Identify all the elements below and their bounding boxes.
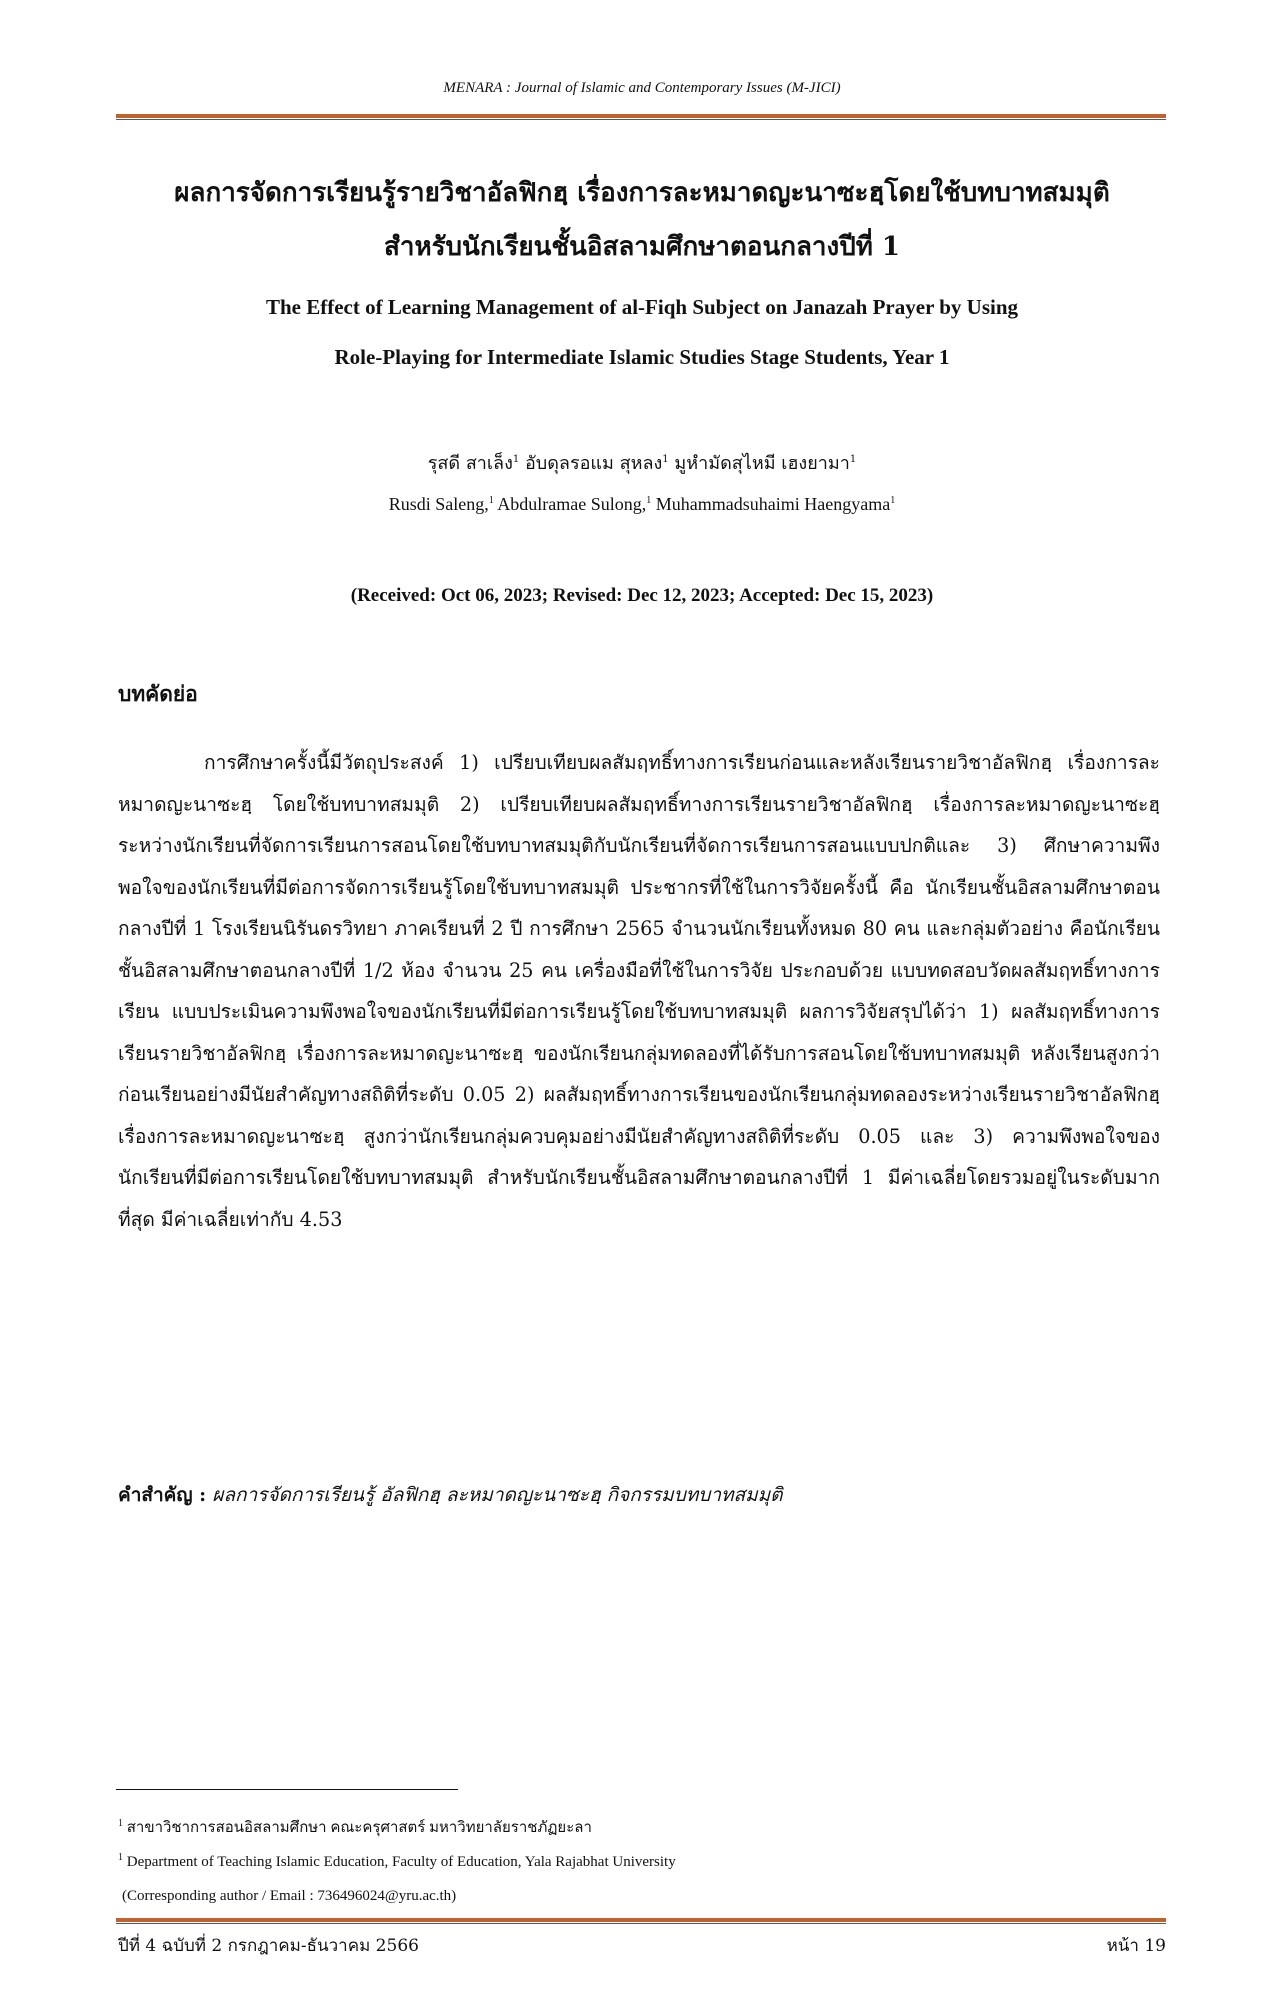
footnote-english-text: Department of Teaching Islamic Education, Faculty of Education, Yala Rajabhat University xyxy=(126,1854,676,1870)
authors-english xyxy=(0,494,1284,515)
footnote-contact: (Corresponding author / Email : 736496024@yru.ac.th) xyxy=(122,1888,457,1904)
author-thai-3: มูหำมัดสุไหมี เฮงยามา xyxy=(674,453,850,474)
affiliation-mark: 1 xyxy=(512,454,520,465)
affiliation-mark: 1 xyxy=(662,454,669,465)
footnote-thai xyxy=(118,1815,592,1839)
abstract-text: การศึกษาครั้งนี้มีวัตถุประสงค์ 1) เปรียบเทียบผลสัมฤทธิ์ทางการเรียนก่อนและหลังเรียนรายวิชาอัลฟิกฮฺ เรื่องการละหมาดญะนาซะฮฺ โดยใช้บทบาทสมมุติ 2) เปรียบเทียบผลสัมฤทธิ์ทางการเรียนรายวิชาอัลฟิกฮฺ เรื่องการละหมาดญะนาซะฮฺ ระหว่างนักเรียนที่จัดการเรียนการสอนโดยใช้บทบาทสมมุติกับนักเรียนที่จัดการเรียนการสอนแบบปกติและ 3) ศึกษาความพึงพอใจของนักเรียนที่มีต่อการจัดการเรียนรู้โดยใช้บทบาทสมมุติ ประชากรที่ใช้ในการวิจัยครั้งนี้ คือ นักเรียนชั้นอิสลามศึกษาตอนกลางปีที่ 1 โรงเรียนนิรันดรวิทยา ภาคเรียนที่ 2 ปี การศึกษา 2565 จำนวนนักเรียนทั้งหมด 80 คน และกลุ่มตัวอย่าง คือนักเรียนชั้นอิสลามศึกษาตอนกลางปีที่ 1/2 ห้อง จำนวน 25 คน เครื่องมือที่ใช้ในการวิจัย ประกอบด้วย แบบทดสอบวัดผลสัมฤทธิ์ทางการเรียน แบบประเมินความพึงพอใจของนักเรียนที่มีต่อการเรียนรู้โดยใช้บทบาทสมมุติ ผลการวิจัยสรุปได้ว่า 1) ผลสัมฤทธิ์ทางการเรียนรายวิชาอัลฟิกฮฺ เรื่องการละหมาดญะนาซะฮฺ ของนักเรียนกลุ่มทดลองที่ได้รับการสอนโดยใช้บทบาทสมมุติ หลังเรียนสูงกว่าก่อนเรียนอย่างมีนัยสำคัญทางสถิติที่ระดับ 0.05 2) ผลสัมฤทธิ์ทางการเรียนของนักเรียนกลุ่มทดลองระหว่างเรียนรายวิชาอัลฟิกฮฺ เรื่องการละหมาดญะนาซะฮฺ สูงกว่านักเรียนกลุ่มควบคุมอย่างมีนัยสำคัญทางสถิติที่ระดับ 0.05 และ 3) ความพึงพอใจของนักเรียนที่มีต่อการเรียนโดยใช้บทบาทสมมุติ สำหรับนักเรียนชั้นอิสลามศึกษาตอนกลางปีที่ 1 มีค่าเฉลี่ยโดยรวมอยู่ในระดับมากที่สุด มีค่าเฉลี่ยเท่ากับ 4.53 xyxy=(118,751,1160,1231)
keywords xyxy=(118,1480,1168,1510)
affiliation-mark: 1 xyxy=(890,495,896,506)
footnote-english xyxy=(118,1852,676,1871)
title-thai-line-1: ผลการจัดการเรียนรู้รายวิชาอัลฟิกฮฺ เรื่องการละหมาดญะนาซะฮฺโดยใช้บทบาทสมมุติ xyxy=(174,178,1110,208)
header-rule xyxy=(116,114,1166,118)
affiliation-mark: 1 xyxy=(646,495,652,506)
title-thai xyxy=(120,166,1164,274)
author-english-2: Abdulramae Sulong, xyxy=(497,494,647,514)
author-thai-1: รุสดี สาเล็ง xyxy=(427,453,513,474)
journal-header: MENARA : Journal of Islamic and Contemporary Issues (M-JICI) xyxy=(443,80,841,96)
abstract-body xyxy=(118,742,1160,1240)
affiliation-mark: 1 xyxy=(849,454,857,465)
footnote-mark: 1 xyxy=(118,1852,123,1863)
footer-rule xyxy=(116,1918,1166,1922)
keywords-values: ผลการจัดการเรียนรู้ อัลฟิกฮฺ ละหมาดญะนาซะฮฺ กิจกรรมบทบาทสมมุติ xyxy=(212,1484,783,1506)
footnote-thai-text: สาขาวิชาการสอนอิสลามศึกษา คณะครุศาสตร์ มหาวิทยาลัยราชภัฏยะลา xyxy=(126,1820,592,1836)
author-english-3: Muhammadsuhaimi Haengyama xyxy=(655,494,891,514)
footnote-separator xyxy=(116,1789,458,1790)
authors-thai xyxy=(0,448,1284,477)
abstract-heading: บทคัดย่อ xyxy=(118,681,198,706)
affiliation-mark: 1 xyxy=(488,495,494,506)
header-rule-thin xyxy=(116,119,1166,120)
author-english-1: Rusdi Saleng, xyxy=(388,494,489,514)
title-thai-line-2: สำหรับนักเรียนชั้นอิสลามศึกษาตอนกลางปีที่ 1 xyxy=(383,232,901,262)
footer-issue: ปีที่ 4 ฉบับที่ 2 กรกฎาคม-ธันวาคม 2566 xyxy=(118,1936,419,1956)
title-english xyxy=(120,282,1164,382)
footnote-mark: 1 xyxy=(118,1818,123,1829)
footer-page-number: หน้า 19 xyxy=(1106,1936,1166,1956)
author-thai-2: อับดุลรอแม สุหลง xyxy=(525,453,663,474)
title-english-line-1: The Effect of Learning Management of al-Fiqh Subject on Janazah Prayer by Using xyxy=(265,295,1019,319)
keywords-label: คำสำคัญ : xyxy=(118,1484,207,1506)
footer-rule-thin xyxy=(116,1923,1166,1924)
received-dates: (Received: Oct 06, 2023; Revised: Dec 12, 2023; Accepted: Dec 15, 2023) xyxy=(350,585,934,606)
title-english-line-2: Role-Playing for Intermediate Islamic Studies Stage Students, Year 1 xyxy=(334,345,950,369)
